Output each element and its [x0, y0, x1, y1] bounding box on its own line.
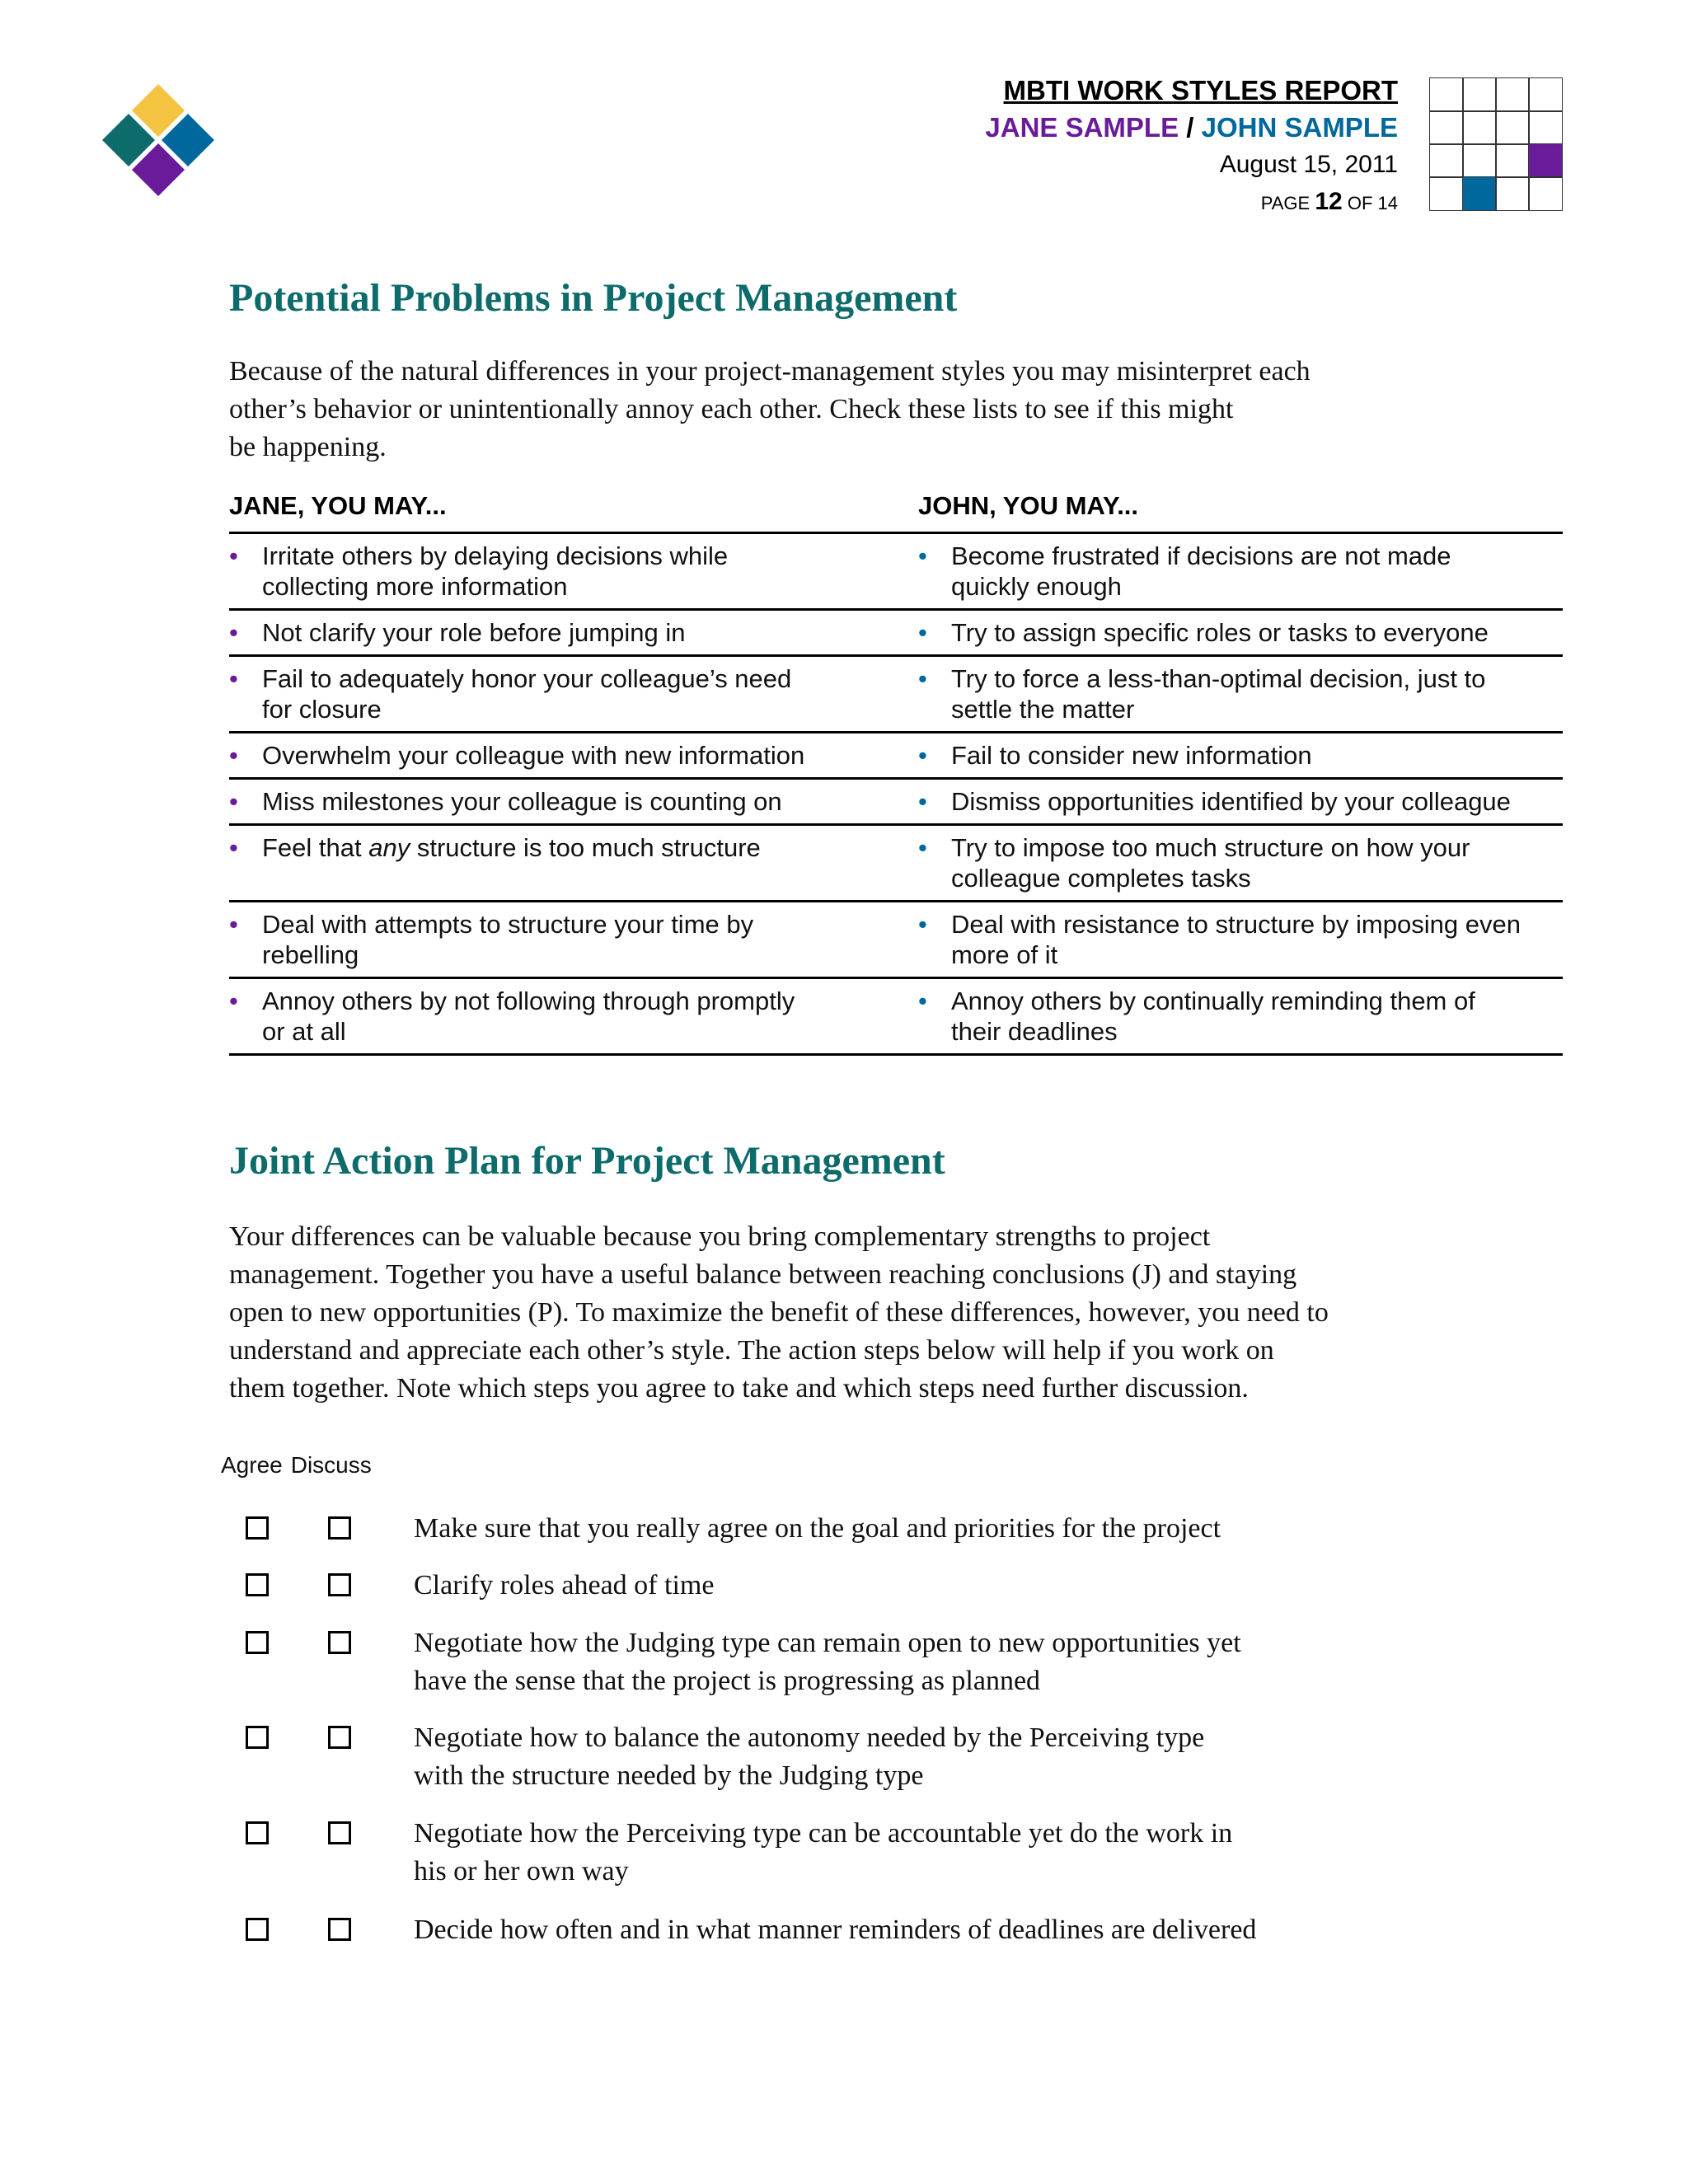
- report-header: [985, 73, 1398, 223]
- section-title-problems: Potential Problems in Project Management: [229, 276, 958, 320]
- problems-intro: Because of the natural differences in your project-management styles you may misinterpret each other’s behavior or unintentionally annoy each other. Check these lists to see if this might be happening.: [229, 356, 1311, 462]
- table-row: • Irritate others by delaying decisions while collecting more information • Become frustrated if decisions are not made quickly enough: [229, 534, 1563, 611]
- report-names: [985, 109, 1398, 147]
- table-row: • Feel that any structure is too much structure • Try to impose too much structure on how your colleague completes tasks: [229, 826, 1563, 902]
- column-header-jane: JANE, YOU MAY...: [229, 491, 447, 520]
- discuss-checkbox[interactable]: [328, 1573, 351, 1596]
- agree-checkbox[interactable]: [246, 1821, 269, 1844]
- table-row: • Not clarify your role before jumping in • Try to assign specific roles or tasks to everyone: [229, 611, 1563, 657]
- agree-checkbox[interactable]: [246, 1631, 269, 1654]
- checklist-header: [221, 1452, 380, 1479]
- column-agree: Agree: [221, 1452, 283, 1478]
- diamond-logo-icon: [101, 82, 216, 198]
- table-row: • Deal with attempts to structure your time by rebelling • Deal with resistance to structure by imposing even more of it: [229, 902, 1563, 979]
- table-row: • Fail to adequately honor your colleague’s need for closure • Try to force a less-than-optimal decision, just to settle the matter: [229, 657, 1563, 733]
- discuss-checkbox[interactable]: [328, 1726, 351, 1749]
- table-header: [229, 485, 1563, 534]
- discuss-checkbox[interactable]: [328, 1918, 351, 1941]
- column-header-john: JOHN, YOU MAY...: [918, 491, 1139, 520]
- agree-checkbox[interactable]: [246, 1918, 269, 1941]
- problems-table: [229, 485, 1563, 1056]
- section-title-action-plan: Joint Action Plan for Project Management: [229, 1139, 945, 1183]
- page-number: 12: [1315, 188, 1343, 215]
- type-grid-icon: [1430, 78, 1562, 210]
- discuss-checkbox[interactable]: [328, 1821, 351, 1844]
- table-row: • Annoy others by not following through promptly or at all • Annoy others by continually reminding them of their deadlines: [229, 979, 1563, 1056]
- name-separator: /: [1186, 112, 1194, 143]
- table-row: • Miss milestones your colleague is counting on • Dismiss opportunities identified by your colleague: [229, 780, 1563, 826]
- discuss-checkbox[interactable]: [328, 1631, 351, 1654]
- page-indicator: PAGE 12 OF 14: [1260, 188, 1398, 215]
- report-date: August 15, 2011: [1219, 151, 1398, 178]
- discuss-checkbox[interactable]: [328, 1516, 351, 1540]
- table-row: • Overwhelm your colleague with new information • Fail to consider new information: [229, 733, 1563, 780]
- column-discuss: Discuss: [290, 1452, 372, 1478]
- agree-checkbox[interactable]: [246, 1726, 269, 1749]
- agree-checkbox[interactable]: [246, 1516, 269, 1540]
- name-jane: JANE SAMPLE: [985, 112, 1179, 143]
- agree-checkbox[interactable]: [246, 1573, 269, 1596]
- action-plan-intro: Your differences can be valuable because you bring complementary strengths to project management. Together you have a useful balance between reaching conclusions (J) and staying open to new opportunities (P). To maximize the benefit of these differences, however, you need to understand and appreciate each other’s style. The action steps below will help if you work on them together. Note which steps you agree to take and which steps need further discussion.: [229, 1221, 1329, 1404]
- report-title: MBTI WORK STYLES REPORT: [1003, 75, 1398, 105]
- name-john: JOHN SAMPLE: [1201, 112, 1398, 143]
